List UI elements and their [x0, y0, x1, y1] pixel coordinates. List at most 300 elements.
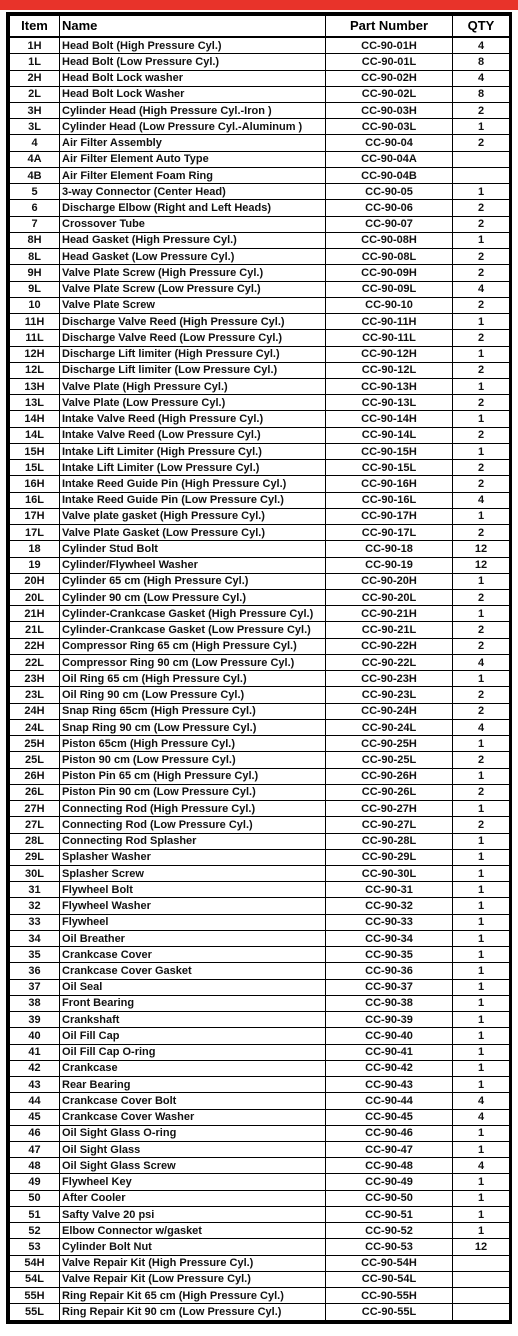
- row-item: 41: [10, 1044, 60, 1060]
- row-qty: 2: [453, 525, 510, 541]
- row-name: Valve Plate Screw (High Pressure Cyl.): [60, 265, 326, 281]
- row-qty: 2: [453, 362, 510, 378]
- row-part-number: CC-90-31: [326, 882, 453, 898]
- row-qty: 2: [453, 622, 510, 638]
- row-part-number: CC-90-22H: [326, 638, 453, 654]
- row-item: 4A: [10, 151, 60, 167]
- row-name: Piston Pin 65 cm (High Pressure Cyl.): [60, 768, 326, 784]
- table-row: [10, 882, 510, 898]
- row-name: After Cooler: [60, 1190, 326, 1206]
- row-name: Valve Plate (High Pressure Cyl.): [60, 378, 326, 394]
- row-part-number: CC-90-32: [326, 898, 453, 914]
- row-qty: 1: [453, 930, 510, 946]
- row-qty: 1: [453, 1012, 510, 1028]
- table-row: [10, 362, 510, 378]
- row-qty: 1: [453, 833, 510, 849]
- row-part-number: CC-90-02H: [326, 70, 453, 86]
- table-row: [10, 606, 510, 622]
- row-part-number: CC-90-27L: [326, 817, 453, 833]
- row-name: Valve Plate Gasket (Low Pressure Cyl.): [60, 525, 326, 541]
- row-name: Head Gasket (High Pressure Cyl.): [60, 232, 326, 248]
- row-name: Connecting Rod Splasher: [60, 833, 326, 849]
- row-name: Flywheel Bolt: [60, 882, 326, 898]
- row-item: 50: [10, 1190, 60, 1206]
- row-qty: 4: [453, 1093, 510, 1109]
- table-row: [10, 1255, 510, 1271]
- table-row: [10, 102, 510, 118]
- table-row: [10, 833, 510, 849]
- row-part-number: CC-90-35: [326, 947, 453, 963]
- row-qty: 1: [453, 314, 510, 330]
- table-row: [10, 1028, 510, 1044]
- row-item: 44: [10, 1093, 60, 1109]
- row-part-number: CC-90-21L: [326, 622, 453, 638]
- row-qty: 1: [453, 1223, 510, 1239]
- table-row: [10, 930, 510, 946]
- table-row: [10, 249, 510, 265]
- table-row: [10, 216, 510, 232]
- row-item: 12H: [10, 346, 60, 362]
- row-part-number: CC-90-43: [326, 1077, 453, 1093]
- row-item: 17H: [10, 508, 60, 524]
- row-part-number: CC-90-54H: [326, 1255, 453, 1271]
- row-part-number: CC-90-01H: [326, 37, 453, 54]
- row-part-number: CC-90-06: [326, 200, 453, 216]
- row-item: 28L: [10, 833, 60, 849]
- row-name: Crankcase Cover Washer: [60, 1109, 326, 1125]
- row-part-number: CC-90-34: [326, 930, 453, 946]
- row-item: 5: [10, 184, 60, 200]
- row-item: 55L: [10, 1304, 60, 1321]
- table-row: [10, 86, 510, 102]
- row-name: Intake Valve Reed (Low Pressure Cyl.): [60, 427, 326, 443]
- row-name: Snap Ring 65cm (High Pressure Cyl.): [60, 703, 326, 719]
- row-name: Cylinder Bolt Nut: [60, 1239, 326, 1255]
- row-name: Cylinder 90 cm (Low Pressure Cyl.): [60, 590, 326, 606]
- table-row: [10, 1174, 510, 1190]
- row-qty: 2: [453, 638, 510, 654]
- row-item: 20H: [10, 573, 60, 589]
- row-name: Oil Seal: [60, 979, 326, 995]
- column-header-item: Item: [10, 16, 60, 38]
- table-row: [10, 281, 510, 297]
- row-qty: 1: [453, 979, 510, 995]
- row-qty: [453, 1304, 510, 1321]
- row-part-number: CC-90-54L: [326, 1271, 453, 1287]
- row-name: Cylinder Stud Bolt: [60, 541, 326, 557]
- row-name: Head Bolt (Low Pressure Cyl.): [60, 54, 326, 70]
- row-qty: 1: [453, 184, 510, 200]
- row-qty: 4: [453, 1109, 510, 1125]
- table-row: [10, 525, 510, 541]
- row-qty: 1: [453, 443, 510, 459]
- parts-list-sheet: [6, 12, 512, 1324]
- row-name: Intake Lift Limiter (High Pressure Cyl.): [60, 443, 326, 459]
- row-qty: 1: [453, 898, 510, 914]
- column-header-name: Name: [60, 16, 326, 38]
- table-row: [10, 460, 510, 476]
- row-item: 6: [10, 200, 60, 216]
- row-qty: 1: [453, 1077, 510, 1093]
- row-name: 3-way Connector (Center Head): [60, 184, 326, 200]
- row-name: Intake Reed Guide Pin (Low Pressure Cyl.): [60, 492, 326, 508]
- row-item: 23L: [10, 687, 60, 703]
- row-part-number: CC-90-41: [326, 1044, 453, 1060]
- row-qty: 1: [453, 1028, 510, 1044]
- row-part-number: CC-90-23L: [326, 687, 453, 703]
- table-row: [10, 768, 510, 784]
- table-row: [10, 801, 510, 817]
- row-item: 37: [10, 979, 60, 995]
- row-item: 15L: [10, 460, 60, 476]
- row-qty: 1: [453, 1125, 510, 1141]
- row-item: 33: [10, 914, 60, 930]
- row-qty: 4: [453, 281, 510, 297]
- row-part-number: CC-90-55H: [326, 1288, 453, 1304]
- row-qty: [453, 151, 510, 167]
- header-row: [10, 16, 510, 38]
- top-accent-bar: [0, 0, 518, 10]
- table-row: [10, 898, 510, 914]
- row-item: 42: [10, 1060, 60, 1076]
- row-item: 11L: [10, 330, 60, 346]
- row-part-number: CC-90-05: [326, 184, 453, 200]
- row-part-number: CC-90-08L: [326, 249, 453, 265]
- table-row: [10, 1271, 510, 1287]
- table-row: [10, 671, 510, 687]
- row-item: 49: [10, 1174, 60, 1190]
- row-qty: 2: [453, 784, 510, 800]
- row-item: 39: [10, 1012, 60, 1028]
- row-qty: 1: [453, 1060, 510, 1076]
- row-item: 24L: [10, 719, 60, 735]
- row-qty: 2: [453, 817, 510, 833]
- table-row: [10, 1190, 510, 1206]
- row-item: 40: [10, 1028, 60, 1044]
- row-qty: 2: [453, 330, 510, 346]
- row-item: 2H: [10, 70, 60, 86]
- row-item: 11H: [10, 314, 60, 330]
- row-qty: 1: [453, 849, 510, 865]
- row-part-number: CC-90-12H: [326, 346, 453, 362]
- row-qty: 1: [453, 801, 510, 817]
- row-qty: 1: [453, 1206, 510, 1222]
- row-name: Safty Valve 20 psi: [60, 1206, 326, 1222]
- row-qty: 1: [453, 411, 510, 427]
- row-part-number: CC-90-04: [326, 135, 453, 151]
- table-row: [10, 736, 510, 752]
- row-qty: 1: [453, 508, 510, 524]
- row-part-number: CC-90-26L: [326, 784, 453, 800]
- row-item: 10: [10, 297, 60, 313]
- table-row: [10, 167, 510, 183]
- row-item: 48: [10, 1158, 60, 1174]
- row-qty: 1: [453, 671, 510, 687]
- row-name: Crossover Tube: [60, 216, 326, 232]
- row-part-number: CC-90-21H: [326, 606, 453, 622]
- row-item: 36: [10, 963, 60, 979]
- row-name: Head Bolt Lock Washer: [60, 86, 326, 102]
- row-qty: 2: [453, 249, 510, 265]
- row-qty: 4: [453, 719, 510, 735]
- row-name: Ring Repair Kit 90 cm (Low Pressure Cyl.): [60, 1304, 326, 1321]
- row-part-number: CC-90-14H: [326, 411, 453, 427]
- row-name: Valve Plate (Low Pressure Cyl.): [60, 395, 326, 411]
- row-name: Air Filter Element Auto Type: [60, 151, 326, 167]
- row-qty: 1: [453, 606, 510, 622]
- table-row: [10, 817, 510, 833]
- row-item: 8L: [10, 249, 60, 265]
- table-row: [10, 1012, 510, 1028]
- row-qty: 2: [453, 395, 510, 411]
- table-row: [10, 590, 510, 606]
- row-item: 35: [10, 947, 60, 963]
- row-part-number: CC-90-52: [326, 1223, 453, 1239]
- row-name: Cylinder 65 cm (High Pressure Cyl.): [60, 573, 326, 589]
- row-qty: 2: [453, 297, 510, 313]
- row-qty: 4: [453, 1158, 510, 1174]
- row-name: Intake Reed Guide Pin (High Pressure Cyl.): [60, 476, 326, 492]
- row-qty: 12: [453, 557, 510, 573]
- parts-table: [9, 15, 510, 1321]
- row-part-number: CC-90-10: [326, 297, 453, 313]
- row-qty: 1: [453, 1174, 510, 1190]
- row-name: Flywheel Washer: [60, 898, 326, 914]
- row-part-number: CC-90-08H: [326, 232, 453, 248]
- row-name: Valve Repair Kit (Low Pressure Cyl.): [60, 1271, 326, 1287]
- row-name: Valve plate gasket (High Pressure Cyl.): [60, 508, 326, 524]
- row-part-number: CC-90-02L: [326, 86, 453, 102]
- table-row: [10, 1223, 510, 1239]
- row-qty: [453, 1288, 510, 1304]
- row-part-number: CC-90-38: [326, 995, 453, 1011]
- row-item: 54H: [10, 1255, 60, 1271]
- row-qty: 12: [453, 1239, 510, 1255]
- row-item: 51: [10, 1206, 60, 1222]
- row-part-number: CC-90-50: [326, 1190, 453, 1206]
- row-item: 3H: [10, 102, 60, 118]
- row-name: Air Filter Element Foam Ring: [60, 167, 326, 183]
- row-qty: 2: [453, 102, 510, 118]
- row-qty: 2: [453, 687, 510, 703]
- table-row: [10, 1093, 510, 1109]
- row-part-number: CC-90-09L: [326, 281, 453, 297]
- row-part-number: CC-90-25L: [326, 752, 453, 768]
- row-qty: 2: [453, 216, 510, 232]
- row-name: Cylinder/Flywheel Washer: [60, 557, 326, 573]
- row-part-number: CC-90-18: [326, 541, 453, 557]
- table-row: [10, 1288, 510, 1304]
- table-row: [10, 1206, 510, 1222]
- row-qty: [453, 1255, 510, 1271]
- table-row: [10, 995, 510, 1011]
- table-row: [10, 37, 510, 54]
- table-row: [10, 1044, 510, 1060]
- row-part-number: CC-90-26H: [326, 768, 453, 784]
- row-item: 53: [10, 1239, 60, 1255]
- table-row: [10, 1109, 510, 1125]
- table-row: [10, 638, 510, 654]
- row-item: 21L: [10, 622, 60, 638]
- row-part-number: CC-90-30L: [326, 866, 453, 882]
- row-qty: 1: [453, 736, 510, 752]
- row-name: Piston 65cm (High Pressure Cyl.): [60, 736, 326, 752]
- row-item: 45: [10, 1109, 60, 1125]
- table-row: [10, 979, 510, 995]
- row-qty: 4: [453, 654, 510, 670]
- row-name: Oil Fill Cap: [60, 1028, 326, 1044]
- row-item: 25H: [10, 736, 60, 752]
- row-item: 26L: [10, 784, 60, 800]
- row-part-number: CC-90-24L: [326, 719, 453, 735]
- row-part-number: CC-90-28L: [326, 833, 453, 849]
- row-part-number: CC-90-11L: [326, 330, 453, 346]
- row-name: Discharge Lift limiter (High Pressure Cyl.): [60, 346, 326, 362]
- row-item: 1L: [10, 54, 60, 70]
- row-qty: 1: [453, 378, 510, 394]
- row-part-number: CC-90-07: [326, 216, 453, 232]
- row-name: Discharge Valve Reed (High Pressure Cyl.): [60, 314, 326, 330]
- table-row: [10, 1304, 510, 1321]
- row-item: 43: [10, 1077, 60, 1093]
- row-name: Cylinder-Crankcase Gasket (High Pressure Cyl.): [60, 606, 326, 622]
- row-qty: [453, 167, 510, 183]
- row-qty: 2: [453, 590, 510, 606]
- table-row: [10, 200, 510, 216]
- row-name: Crankshaft: [60, 1012, 326, 1028]
- row-part-number: CC-90-42: [326, 1060, 453, 1076]
- table-row: [10, 719, 510, 735]
- row-name: Head Bolt (High Pressure Cyl.): [60, 37, 326, 54]
- row-name: Crankcase: [60, 1060, 326, 1076]
- row-item: 54L: [10, 1271, 60, 1287]
- table-row: [10, 557, 510, 573]
- row-item: 30L: [10, 866, 60, 882]
- row-name: Oil Ring 90 cm (Low Pressure Cyl.): [60, 687, 326, 703]
- row-item: 4B: [10, 167, 60, 183]
- row-name: Oil Sight Glass Screw: [60, 1158, 326, 1174]
- row-name: Flywheel: [60, 914, 326, 930]
- row-item: 29L: [10, 849, 60, 865]
- row-part-number: CC-90-45: [326, 1109, 453, 1125]
- row-name: Valve Plate Screw: [60, 297, 326, 313]
- row-item: 18: [10, 541, 60, 557]
- row-name: Cylinder Head (High Pressure Cyl.-Iron ): [60, 102, 326, 118]
- row-part-number: CC-90-16L: [326, 492, 453, 508]
- table-row: [10, 849, 510, 865]
- row-part-number: CC-90-40: [326, 1028, 453, 1044]
- row-qty: 2: [453, 427, 510, 443]
- row-item: 13H: [10, 378, 60, 394]
- row-qty: 4: [453, 70, 510, 86]
- row-part-number: CC-90-19: [326, 557, 453, 573]
- table-row: [10, 1141, 510, 1157]
- table-row: [10, 330, 510, 346]
- row-name: Crankcase Cover: [60, 947, 326, 963]
- row-name: Connecting Rod (High Pressure Cyl.): [60, 801, 326, 817]
- row-name: Compressor Ring 65 cm (High Pressure Cyl.): [60, 638, 326, 654]
- table-row: [10, 135, 510, 151]
- row-item: 32: [10, 898, 60, 914]
- row-item: 16L: [10, 492, 60, 508]
- row-part-number: CC-90-47: [326, 1141, 453, 1157]
- row-item: 15H: [10, 443, 60, 459]
- row-part-number: CC-90-36: [326, 963, 453, 979]
- table-row: [10, 1125, 510, 1141]
- row-part-number: CC-90-11H: [326, 314, 453, 330]
- parts-table-header: [10, 16, 510, 38]
- row-part-number: CC-90-53: [326, 1239, 453, 1255]
- row-part-number: CC-90-24H: [326, 703, 453, 719]
- row-part-number: CC-90-12L: [326, 362, 453, 378]
- row-item: 12L: [10, 362, 60, 378]
- table-row: [10, 573, 510, 589]
- row-name: Compressor Ring 90 cm (Low Pressure Cyl.): [60, 654, 326, 670]
- row-qty: 1: [453, 866, 510, 882]
- table-row: [10, 232, 510, 248]
- row-qty: 1: [453, 914, 510, 930]
- row-qty: 1: [453, 963, 510, 979]
- row-item: 21H: [10, 606, 60, 622]
- row-qty: 1: [453, 573, 510, 589]
- row-part-number: CC-90-01L: [326, 54, 453, 70]
- row-qty: 4: [453, 492, 510, 508]
- row-part-number: CC-90-23H: [326, 671, 453, 687]
- row-part-number: CC-90-33: [326, 914, 453, 930]
- table-row: [10, 411, 510, 427]
- row-qty: 4: [453, 37, 510, 54]
- row-qty: [453, 1271, 510, 1287]
- row-qty: 2: [453, 135, 510, 151]
- table-row: [10, 54, 510, 70]
- row-qty: 2: [453, 752, 510, 768]
- row-part-number: CC-90-17L: [326, 525, 453, 541]
- row-part-number: CC-90-04A: [326, 151, 453, 167]
- table-row: [10, 1077, 510, 1093]
- row-qty: 1: [453, 1190, 510, 1206]
- row-part-number: CC-90-03H: [326, 102, 453, 118]
- row-name: Oil Sight Glass O-ring: [60, 1125, 326, 1141]
- row-part-number: CC-90-25H: [326, 736, 453, 752]
- row-part-number: CC-90-20L: [326, 590, 453, 606]
- row-item: 4: [10, 135, 60, 151]
- row-name: Discharge Lift limiter (Low Pressure Cyl.): [60, 362, 326, 378]
- row-item: 20L: [10, 590, 60, 606]
- row-part-number: CC-90-13H: [326, 378, 453, 394]
- row-name: Oil Sight Glass: [60, 1141, 326, 1157]
- row-qty: 2: [453, 703, 510, 719]
- row-item: 16H: [10, 476, 60, 492]
- table-row: [10, 151, 510, 167]
- row-qty: 8: [453, 86, 510, 102]
- row-item: 31: [10, 882, 60, 898]
- table-row: [10, 1158, 510, 1174]
- row-part-number: CC-90-15H: [326, 443, 453, 459]
- row-item: 2L: [10, 86, 60, 102]
- table-row: [10, 492, 510, 508]
- row-item: 13L: [10, 395, 60, 411]
- row-name: Elbow Connector w/gasket: [60, 1223, 326, 1239]
- row-item: 19: [10, 557, 60, 573]
- row-qty: 1: [453, 947, 510, 963]
- row-item: 9L: [10, 281, 60, 297]
- row-name: Rear Bearing: [60, 1077, 326, 1093]
- row-qty: 1: [453, 119, 510, 135]
- row-qty: 1: [453, 995, 510, 1011]
- table-row: [10, 119, 510, 135]
- row-name: Intake Lift Limiter (Low Pressure Cyl.): [60, 460, 326, 476]
- table-row: [10, 654, 510, 670]
